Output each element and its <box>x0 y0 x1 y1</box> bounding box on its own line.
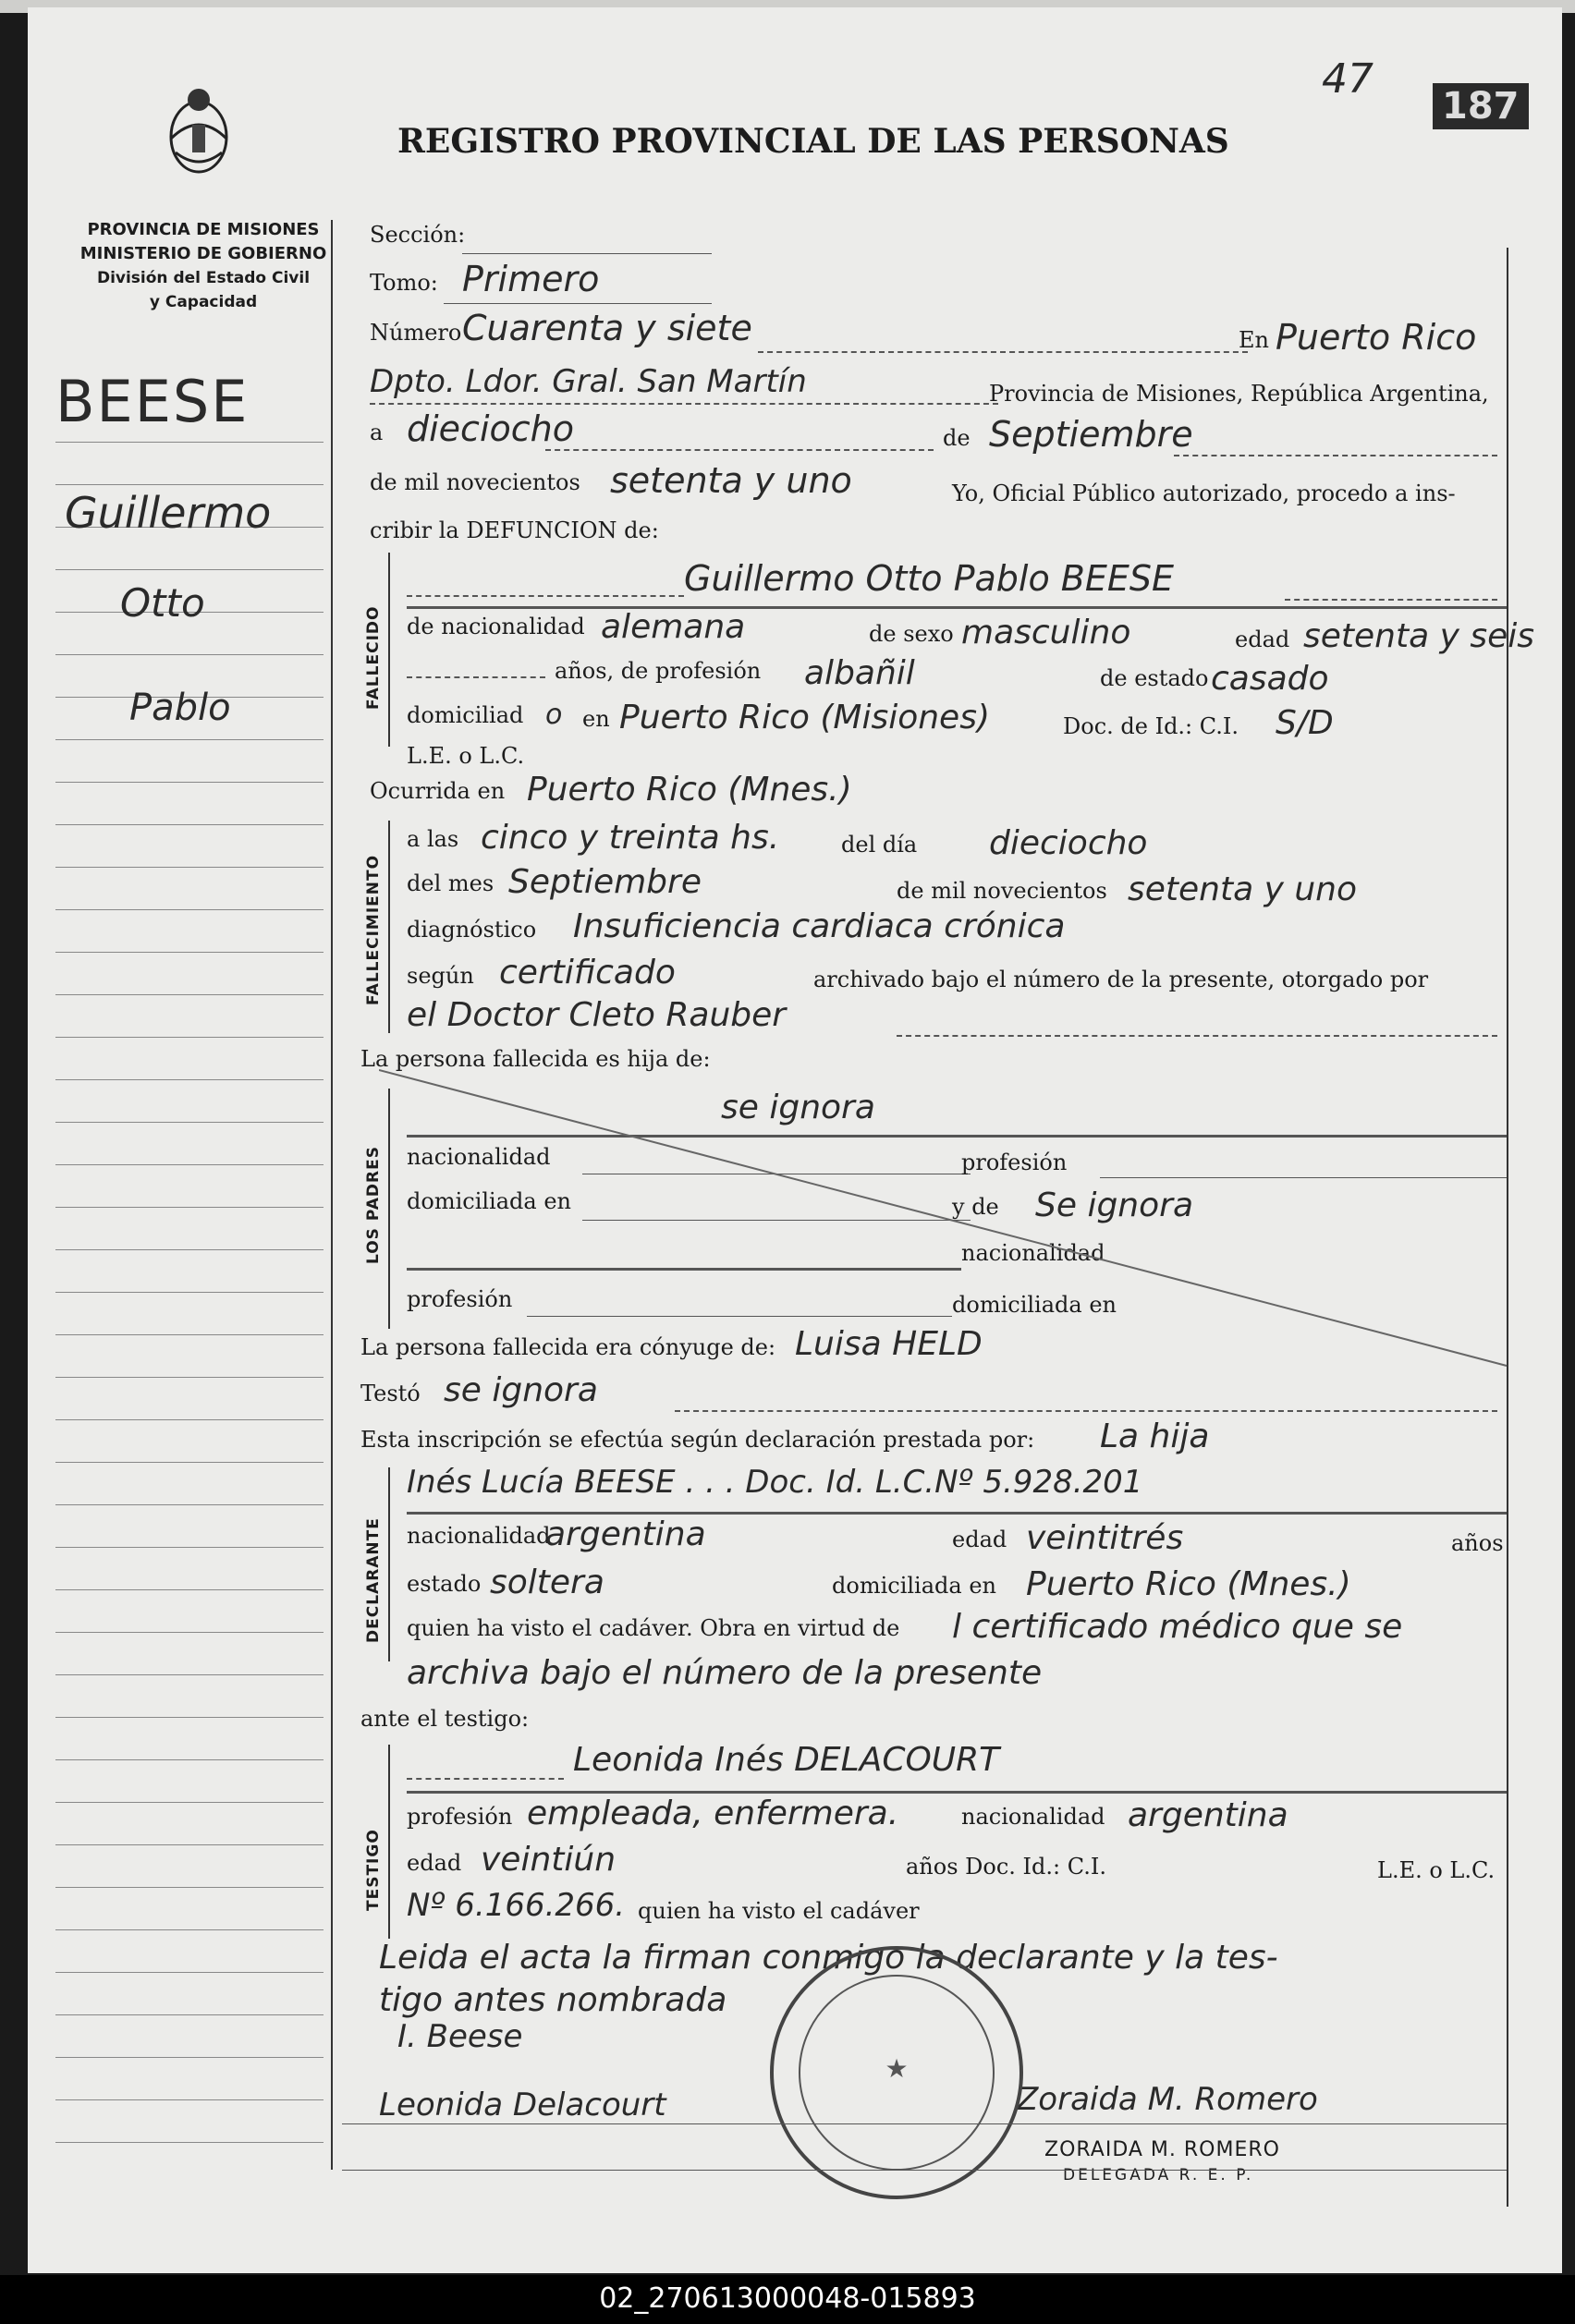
diagnostico-value: Insuficiencia cardiaca crónica <box>573 907 1066 945</box>
madre-nacionalidad-label: nacionalidad <box>961 1240 1105 1266</box>
numero-value: Cuarenta y siete <box>462 308 752 348</box>
margin-rule <box>55 1292 324 1293</box>
le-label: L.E. o L.C. <box>407 743 525 769</box>
anio-value: setenta y uno <box>610 460 852 501</box>
margin-rule <box>55 1164 324 1165</box>
margin-rule <box>55 1674 324 1675</box>
oficial-cargo: DELEGADA R. E. P. <box>1063 2166 1254 2184</box>
oficial-label: Yo, Oficial Público autorizado, procedo a ins- <box>952 481 1456 506</box>
padre-value: se ignora <box>721 1089 875 1126</box>
official-seal-icon <box>758 1939 1035 2207</box>
bottom-line-1 <box>342 2123 1507 2124</box>
margin-rule <box>55 909 324 910</box>
declarante-estado-label: estado <box>407 1571 482 1597</box>
margin-rule <box>55 1717 324 1718</box>
testigo-ante-label: ante el testigo: <box>360 1706 530 1732</box>
margin-rule <box>55 1972 324 1973</box>
margin-rule <box>55 1589 324 1590</box>
doc-label: Doc. de Id.: C.I. <box>1063 713 1239 739</box>
y-de-label: y de <box>952 1194 999 1220</box>
declarante-section-label: DECLARANTE <box>364 1517 383 1643</box>
sexo-value: masculino <box>961 614 1131 651</box>
hija-label: La persona fallecida es hija de: <box>360 1046 711 1072</box>
fallecido-dash1 <box>407 595 684 597</box>
declarante-edad-value: veintitrés <box>1026 1519 1184 1557</box>
margin-rule <box>55 867 324 868</box>
firma-declarante: I. Beese <box>397 2018 523 2055</box>
margin-name-2: Otto <box>120 580 205 626</box>
margin-rule <box>55 1844 324 1845</box>
de-label: de <box>943 425 971 451</box>
margin-rule <box>55 739 324 740</box>
margin-divider <box>331 220 333 2170</box>
padre-domiciliada-label: domiciliada en <box>407 1188 571 1214</box>
tomo-line <box>444 303 712 304</box>
archivado-label: archivado bajo el número de la presente, otorgado por <box>813 967 1429 992</box>
testigo-bar <box>388 1745 390 1939</box>
margin-rule <box>55 2142 324 2143</box>
declarante-obra2-value: archiva bajo el número de la presente <box>407 1654 1043 1692</box>
testigo-profesion-value: empleada, enfermera. <box>527 1795 899 1832</box>
testigo-profesion-label: profesión <box>407 1804 513 1830</box>
mes2-value: Septiembre <box>508 863 702 901</box>
testigo-nacionalidad-label: nacionalidad <box>961 1804 1105 1830</box>
fallecido-rule <box>407 606 1507 609</box>
declarante-domiciliada-label: domiciliada en <box>832 1573 996 1599</box>
mes-value: Septiembre <box>989 414 1193 455</box>
margin-rule <box>55 1377 324 1378</box>
cierre-texto-2: tigo antes nombrada <box>379 1981 727 2019</box>
margin-rule <box>55 1249 324 1250</box>
padre-profesion-label: profesión <box>961 1150 1068 1175</box>
testigo-nombre: Leonida Inés DELACOURT <box>573 1741 1000 1779</box>
conyuge-value: Luisa HELD <box>795 1325 983 1363</box>
estado-label: de estado <box>1100 665 1209 691</box>
margin-rule <box>55 1929 324 1930</box>
testigo-edad-label: edad <box>407 1850 462 1876</box>
dia2-value: dieciocho <box>989 824 1148 862</box>
fallecido-bar <box>388 553 390 747</box>
margin-rule <box>55 1547 324 1548</box>
dia-value: dieciocho <box>407 408 574 449</box>
margin-rule <box>55 1887 324 1888</box>
testigo-rule <box>407 1791 1507 1794</box>
margin-rule <box>55 782 324 783</box>
margin-rule <box>55 1122 324 1123</box>
testigo-le-label: L.E. o L.C. <box>1377 1857 1496 1883</box>
division-label: División del Estado Civil <box>96 269 311 287</box>
declaracion-label: Esta inscripción se efectúa según declaración prestada por: <box>360 1427 1035 1453</box>
tomo-label: Tomo: <box>370 270 438 296</box>
testigo-visto-label: quien ha visto el cadáver <box>638 1898 920 1924</box>
declarante-bar <box>388 1467 390 1661</box>
testigo-edad-value: veintiún <box>481 1841 617 1879</box>
domicilio-value: Puerto Rico (Misiones) <box>619 699 990 736</box>
margin-rule <box>55 1632 324 1633</box>
madre-domiciliada-label: domiciliada en <box>952 1292 1117 1318</box>
page-title: REGISTRO PROVINCIAL DE LAS PERSONAS <box>397 122 1229 161</box>
a-label: a <box>370 420 384 445</box>
margin-rule <box>55 2014 324 2015</box>
svg-text:★: ★ <box>885 2053 909 2084</box>
declarante-obra-value: l certificado médico que se <box>952 1608 1403 1646</box>
ocurrida-value: Puerto Rico (Mnes.) <box>527 771 852 809</box>
estado-value: casado <box>1211 660 1329 698</box>
nacionalidad-label: de nacionalidad <box>407 614 585 639</box>
dpto-value: Dpto. Ldor. Gral. San Martín <box>370 363 807 400</box>
numero-label: Número <box>370 320 462 346</box>
province-label: PROVINCIA DE MISIONES <box>87 220 320 239</box>
declaracion-value: La hija <box>1100 1418 1210 1455</box>
testigo-doc-value: Nº 6.166.266. <box>407 1887 626 1924</box>
a-las-label: a las <box>407 826 459 852</box>
mes-dash <box>1174 455 1497 456</box>
stamp-number: 187 <box>1433 83 1529 129</box>
fallecido-section-label: FALLECIDO <box>364 605 383 710</box>
seccion-label: Sección: <box>370 222 466 248</box>
segun-label: según <box>407 963 474 989</box>
declarante-domicilio-value: Puerto Rico (Mnes.) <box>1026 1565 1351 1603</box>
del-dia-label: del día <box>841 832 918 858</box>
margin-rule <box>55 1759 324 1760</box>
testigo-nacionalidad-value: argentina <box>1128 1796 1288 1834</box>
fallecido-nombre: Guillermo Otto Pablo BEESE <box>684 558 1175 599</box>
testo-label: Testó <box>360 1381 421 1406</box>
numero-dash <box>758 351 1248 353</box>
margin-rule <box>55 569 324 570</box>
margin-name-1: Guillermo <box>65 488 272 538</box>
firma-oficial: Zoraida M. Romero <box>1017 2081 1318 2118</box>
dia-dash <box>545 449 934 451</box>
seccion-line <box>462 253 712 254</box>
domiciliado-label: domiciliad <box>407 702 524 728</box>
margin-rule <box>55 654 324 655</box>
bottom-line-2 <box>342 2170 1507 2171</box>
margin-rule <box>55 824 324 825</box>
margin-rule <box>55 442 324 443</box>
fallecimiento-section-label: FALLECIMIENTO <box>364 854 383 1005</box>
mil-label: de mil novecientos <box>370 469 580 495</box>
del-mes-label: del mes <box>407 870 494 896</box>
cribir-label: cribir la DEFUNCION de: <box>370 517 659 543</box>
mil2-label: de mil novecientos <box>897 878 1107 904</box>
firma-testigo: Leonida Delacourt <box>379 2087 666 2123</box>
margin-rule <box>55 1504 324 1505</box>
margin-rule <box>55 1462 324 1463</box>
margin-rule <box>55 952 324 953</box>
testigo-dash1 <box>407 1778 564 1780</box>
margin-surname: BEESE <box>55 368 250 435</box>
fallecimiento-bar <box>388 821 390 1033</box>
declarante-nacionalidad-value: argentina <box>545 1515 706 1553</box>
en-label: En <box>1239 327 1269 353</box>
declarante-estado-value: soltera <box>490 1564 604 1601</box>
nacionalidad-value: alemana <box>601 608 746 646</box>
testigo-section-label: TESTIGO <box>364 1829 383 1911</box>
margin-rule <box>55 994 324 995</box>
ministry-label: MINISTERIO DE GOBIERNO <box>79 244 327 263</box>
anio2-value: setenta y uno <box>1128 870 1358 908</box>
testo-dash <box>675 1410 1497 1412</box>
sexo-label: de sexo <box>869 621 954 647</box>
edad-value: setenta y seis <box>1303 617 1535 655</box>
declarante-nombre: Inés Lucía BEESE . . . Doc. Id. L.C.Nº 5.928.201 <box>407 1464 1143 1501</box>
tomo-value: Primero <box>462 259 600 299</box>
edad-label: edad <box>1235 627 1290 652</box>
margin-rule <box>55 1419 324 1420</box>
madre-profesion-label: profesión <box>407 1286 513 1312</box>
conyuge-label: La persona fallecida era cónyuge de: <box>360 1334 776 1360</box>
margin-rule <box>55 2057 324 2058</box>
margin-rule <box>55 1802 324 1803</box>
declarante-nacionalidad-label: nacionalidad <box>407 1523 551 1549</box>
coat-of-arms-icon <box>157 83 240 185</box>
margin-rule <box>55 1207 324 1208</box>
cierre-texto-1: Leida el acta la firman conmigo la declarante y la tes- <box>379 1939 1278 1977</box>
testo-value: se ignora <box>444 1371 598 1409</box>
margin-rule <box>55 484 324 485</box>
corner-number: 47 <box>1322 55 1374 103</box>
doctor-value: el Doctor Cleto Rauber <box>407 996 787 1034</box>
capacity-label: y Capacidad <box>149 293 258 311</box>
domiciliado-suffix: o <box>545 699 563 731</box>
hora-value: cinco y treinta hs. <box>481 819 780 857</box>
padre-nacionalidad-label: nacionalidad <box>407 1144 551 1170</box>
testigo-anios-label: años Doc. Id.: C.I. <box>906 1854 1106 1880</box>
madre-value: Se ignora <box>1035 1186 1193 1224</box>
domicilio-en-label: en <box>582 706 610 732</box>
declarante-visto-label: quien ha visto el cadáver. Obra en virtud de <box>407 1615 900 1641</box>
margin-rule <box>55 1037 324 1038</box>
image-id-label: 02_270613000048-015893 <box>599 2282 976 2315</box>
margin-rule <box>55 1334 324 1335</box>
image-id-footer <box>0 2275 1575 2324</box>
declarante-rule <box>407 1512 1507 1515</box>
ocurrida-label: Ocurrida en <box>370 778 506 804</box>
oficial-nombre: ZORAIDA M. ROMERO <box>1044 2138 1280 2161</box>
doc-value: S/D <box>1276 704 1334 742</box>
margin-rule <box>55 1079 324 1080</box>
segun-value: certificado <box>499 954 676 992</box>
declarante-anios-label: años <box>1451 1530 1504 1556</box>
doctor-dash <box>897 1035 1497 1037</box>
dpto-dash <box>370 403 998 405</box>
fallecido-dash2 <box>1285 599 1497 601</box>
profesion-value: albañil <box>804 654 915 692</box>
diagnostico-label: diagnóstico <box>407 917 537 943</box>
padres-section-label: LOS PADRES <box>364 1146 383 1264</box>
provincia-label: Provincia de Misiones, República Argentina, <box>989 381 1489 407</box>
edad-dash <box>407 676 545 678</box>
document-page <box>28 7 1562 2273</box>
margin-rule <box>55 2099 324 2100</box>
margin-name-3: Pablo <box>129 687 231 729</box>
anios-label: años, de profesión <box>555 658 762 684</box>
declarante-edad-label: edad <box>952 1527 1007 1552</box>
en-value: Puerto Rico <box>1276 317 1477 358</box>
